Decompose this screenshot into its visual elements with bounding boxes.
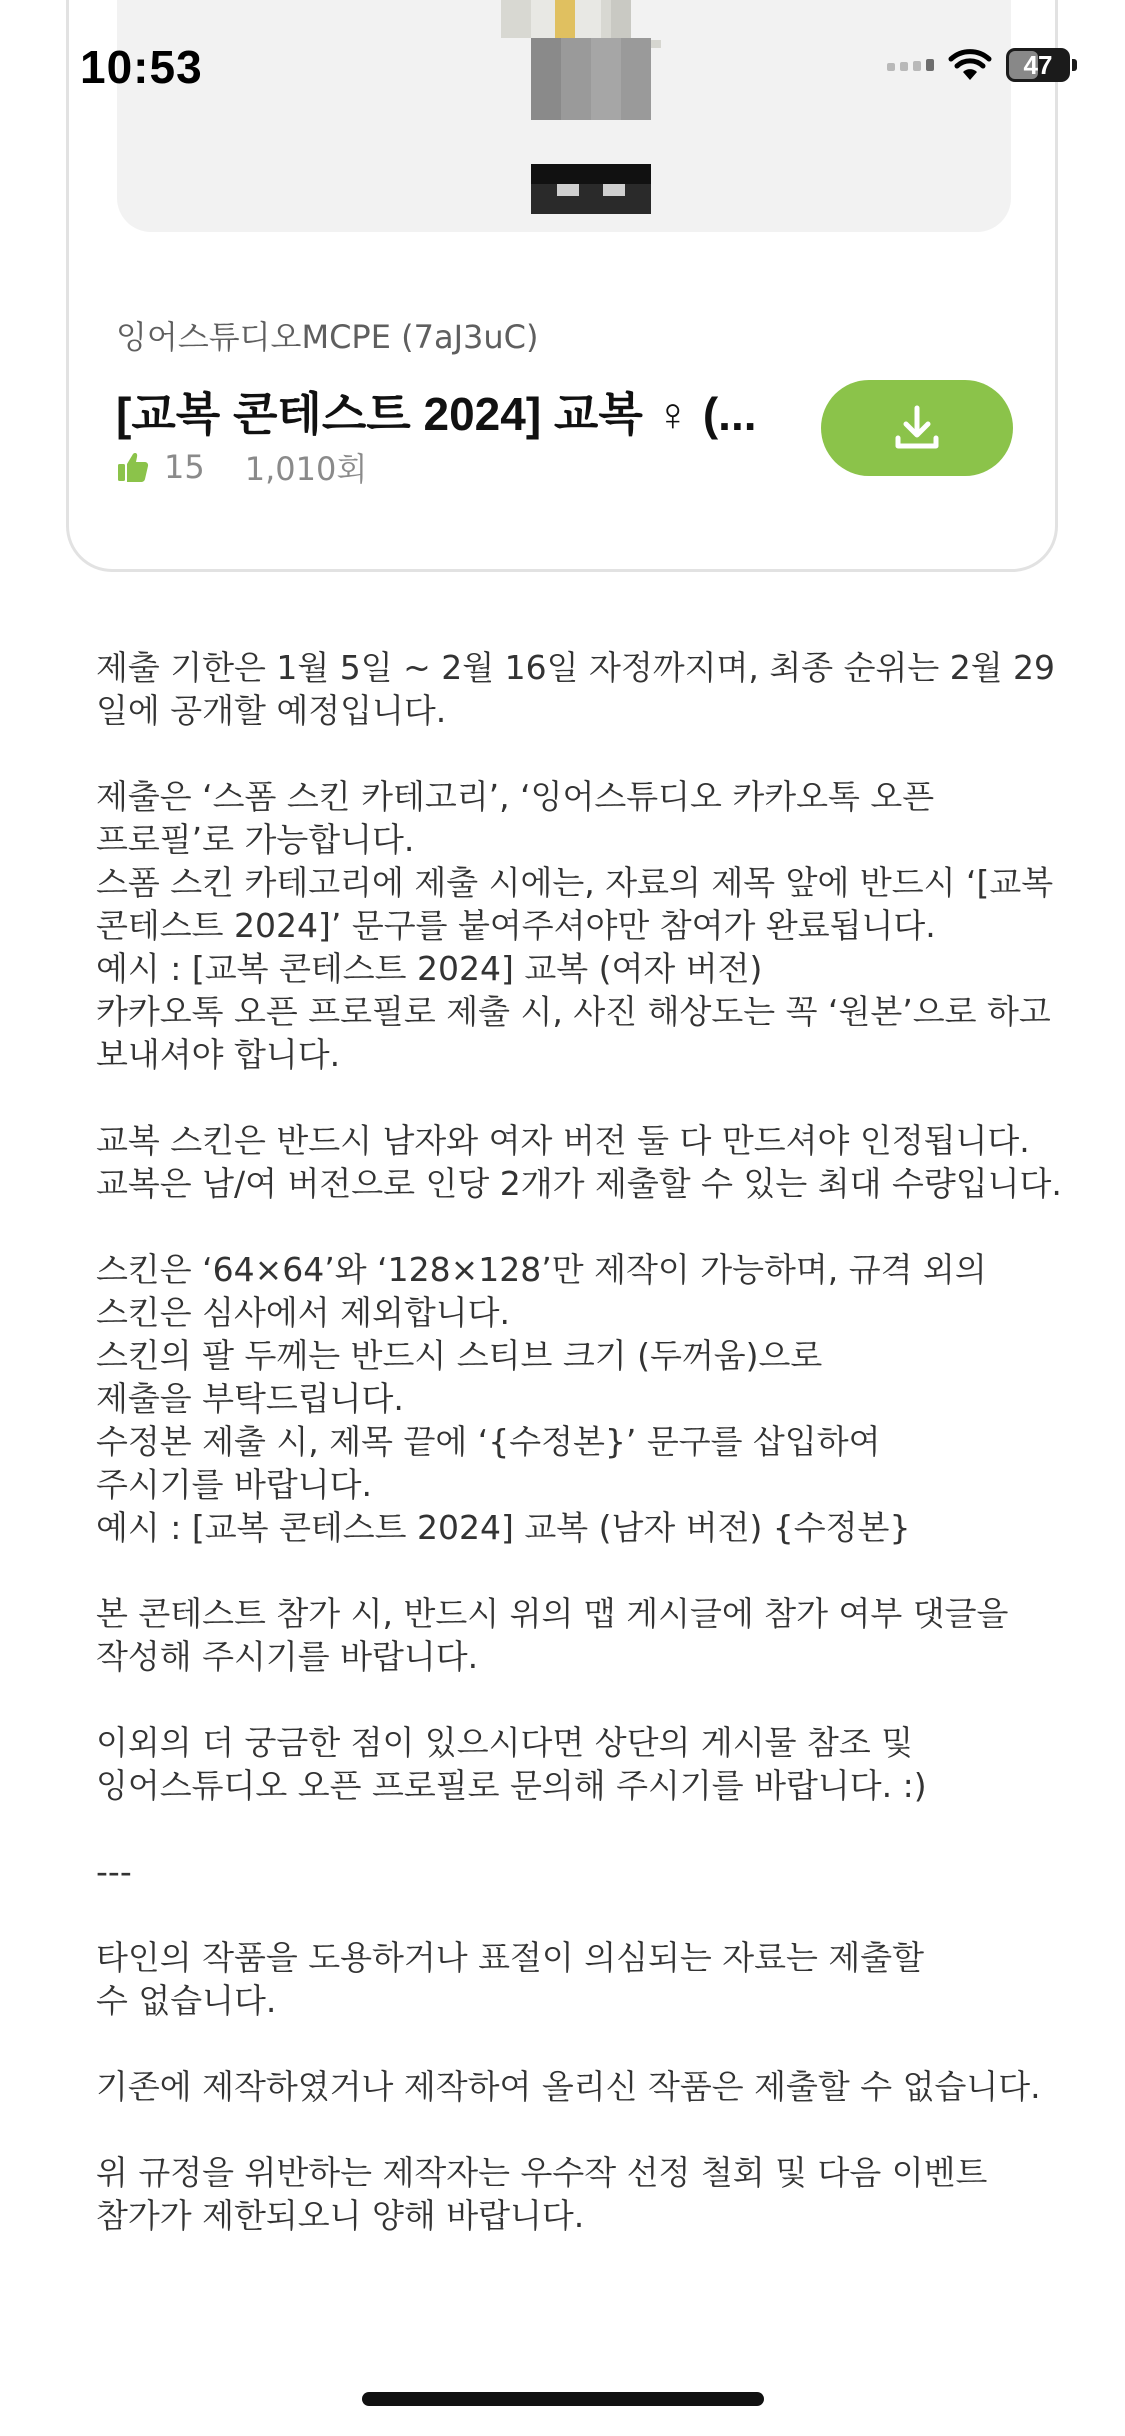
text-line: 주시기를 바랍니다. <box>96 1465 373 1504</box>
like-count: 15 <box>164 448 205 486</box>
description-paragraph <box>96 646 1086 732</box>
status-bar <box>0 0 1125 140</box>
text-line: 수 없습니다. <box>96 1981 277 2020</box>
text-line: 위 규정을 위반하는 제작자는 우수작 선정 철회 및 다음 이벤트 <box>96 2153 988 2192</box>
text-line: 콘테스트 2024]’ 문구를 붙여주셔야만 참여가 완료됩니다. <box>96 906 936 945</box>
text-line: 제출을 부탁드립니다. <box>96 1379 404 1418</box>
description-paragraph <box>96 2151 1086 2237</box>
text-line: 스킨의 팔 두께는 반드시 스티브 크기 (두꺼움)으로 <box>96 1336 823 1375</box>
description-paragraph <box>96 1119 1086 1205</box>
text-line: --- <box>96 1852 132 1891</box>
cellular-signal-icon <box>887 59 934 71</box>
text-line: 이외의 더 궁금한 점이 있으시다면 상단의 게시물 참조 및 <box>96 1723 914 1762</box>
description-paragraph <box>96 775 1086 1076</box>
text-line: 작성해 주시기를 바랍니다. <box>96 1637 479 1676</box>
thumbs-up-icon[interactable] <box>116 450 150 484</box>
card-title[interactable]: [교복 콘테스트 2024] 교복 ♀ (... <box>116 388 757 440</box>
view-count: 1,010회 <box>244 450 368 488</box>
card-author[interactable]: 잉어스튜디오MCPE (7aJ3uC) <box>116 318 539 356</box>
text-line: 카카오톡 오픈 프로필로 제출 시, 사진 해상도는 꼭 ‘원본’으로 하고 <box>96 992 1051 1031</box>
description-paragraph <box>96 1248 1086 1549</box>
text-line: 수정본 제출 시, 제목 끝에 ‘{수정본}’ 문구를 삽입하여 <box>96 1422 881 1461</box>
text-line: 스킨은 심사에서 제외합니다. <box>96 1293 511 1332</box>
download-icon <box>889 400 945 456</box>
text-line: 타인의 작품을 도용하거나 표절이 의심되는 자료는 제출할 <box>96 1938 925 1977</box>
text-line: 잉어스튜디오 오픈 프로필로 문의해 주시기를 바랍니다. :) <box>96 1766 927 1805</box>
description-paragraph <box>96 1721 1086 1807</box>
text-line: 보내셔야 합니다. <box>96 1035 341 1074</box>
text-line: 스폼 스킨 카테고리에 제출 시에는, 자료의 제목 앞에 반드시 ‘[교복 <box>96 863 1054 902</box>
text-line: 예시 : [교복 콘테스트 2024] 교복 (남자 버전) {수정본} <box>96 1508 911 1547</box>
description-paragraph <box>96 1936 1086 2022</box>
text-line: 교복은 남/여 버전으로 인당 2개가 제출할 수 있는 최대 수량입니다. <box>96 1164 1062 1203</box>
status-indicators <box>887 48 1077 82</box>
text-line: 제출 기한은 1월 5일 ~ 2월 16일 자정까지며, 최종 순위는 2월 29 <box>96 648 1056 687</box>
text-line: 스킨은 ‘64×64’와 ‘128×128’만 제작이 가능하며, 규격 외의 <box>96 1250 987 1289</box>
description-paragraph <box>96 1592 1086 1678</box>
card-stats <box>116 444 367 490</box>
description-body <box>96 646 1086 2280</box>
text-line: 참가가 제한되오니 양해 바랍니다. <box>96 2196 585 2235</box>
battery-level: 47 <box>1023 49 1053 80</box>
text-line: 교복 스킨은 반드시 남자와 여자 버전 둘 다 만드셔야 인정됩니다. <box>96 1121 1030 1160</box>
status-time: 10:53 <box>80 41 203 93</box>
download-button[interactable] <box>821 380 1013 476</box>
text-line: 본 콘테스트 참가 시, 반드시 위의 맵 게시글에 참가 여부 댓글을 <box>96 1594 1009 1633</box>
text-line: 일에 공개할 예정입니다. <box>96 691 447 730</box>
text-line: 제출은 ‘스폼 스킨 카테고리’, ‘잉어스튜디오 카카오톡 오픈 <box>96 777 935 816</box>
battery-icon <box>1006 48 1077 82</box>
text-line: 프로필’로 가능합니다. <box>96 820 415 859</box>
description-paragraph <box>96 2065 1086 2108</box>
wifi-icon <box>948 48 992 82</box>
home-indicator[interactable] <box>362 2392 764 2406</box>
text-line: 기존에 제작하였거나 제작하여 올리신 작품은 제출할 수 없습니다. <box>96 2067 1041 2106</box>
text-line: 예시 : [교복 콘테스트 2024] 교복 (여자 버전) <box>96 949 763 988</box>
separator-text <box>96 1850 1086 1893</box>
